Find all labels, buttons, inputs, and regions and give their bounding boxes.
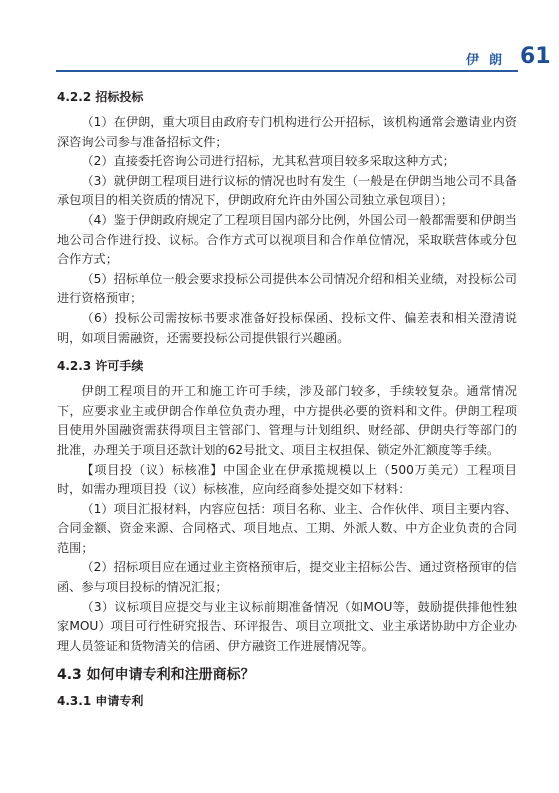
subsection-heading-4-3-1: 4.3.1 申请专利 xyxy=(57,694,144,709)
section-heading-4-3: 4.3 如何申请专利和注册商标？ xyxy=(57,667,255,684)
page-number: 61 xyxy=(520,44,551,69)
paragraph: （2）招标项目应在通过业主资格预审后，提交业主招标公告、通过资格预审的信函、参与项目投标的情况汇报； xyxy=(57,560,517,595)
subsection-heading-4-2-3: 4.2.3 许可手续 xyxy=(57,359,144,374)
running-header-country: 伊朗 xyxy=(466,53,513,68)
page-body xyxy=(57,86,517,712)
paragraph: （3）就伊朗工程项目进行议标的情况也时有发生（一般是在伊朗当地公司不具备承包项目的相关资质的情况下，伊朗政府允许由外国公司独立承包项目）； xyxy=(57,173,517,208)
paragraph: （1）在伊朗，重大项目由政府专门机构进行公开招标，该机构通常会邀请业内资深咨询公司参与准备招标文件； xyxy=(57,115,517,149)
paragraph: 伊朗工程项目的开工和施工许可手续，涉及部门较多，手续较复杂。通常情况下，应要求业主或伊朗合作单位负责办理，中方提供必要的资料和文件。伊朗工程项目使用外国融资需获得项目主管部门、管理与计划组织、财经部、伊朗央行等部门的批准，办理关于项目还款计划的62号批文、项目主权担保、锁定外汇额度等手续。 xyxy=(57,384,517,457)
paragraph: （4）鉴于伊朗政府规定了工程项目国内部分比例，外国公司一般都需要和伊朗当地公司合作进行投、议标。合作方式可以视项目和合作单位情况，采取联营体或分包合作方式； xyxy=(57,212,517,267)
header-divider xyxy=(56,70,518,72)
paragraph: （2）直接委托咨询公司进行招标，尤其私营项目较多采取这种方式； xyxy=(81,154,455,169)
paragraph: 【项目投（议）标核准】中国企业在伊承揽规模以上（500万美元）工程项目时，如需办理项目投（议）标核准，应向经商参处提交如下材料： xyxy=(57,462,517,497)
paragraph: （6）投标公司需按标书要求准备好投标保函、投标文件、偏差表和相关澄清说明，如项目需融资，还需要投标公司提供银行兴趣函。 xyxy=(57,310,517,345)
paragraph: （5）招标单位一般会要求投标公司提供本公司情况介绍和相关业绩，对投标公司进行资格预审； xyxy=(57,271,517,306)
paragraph: （3）议标项目应提交与业主议标前期准备情况（如MOU等，鼓励提供排他性独家MOU）项目可行性研究报告、环评报告、项目立项批文、业主承诺协助中方企业办理人员签证和货物清关的信函、伊方融资工作进展情况等。 xyxy=(57,599,517,653)
paragraph: （1）项目汇报材料，内容应包括：项目名称、业主、合作伙伴、项目主要内容、合同金额、资金来源、合同格式、项目地点、工期、外派人数、中方企业负责的合同范围； xyxy=(57,501,517,555)
subsection-heading-4-2-2: 4.2.2 招标投标 xyxy=(57,90,144,104)
